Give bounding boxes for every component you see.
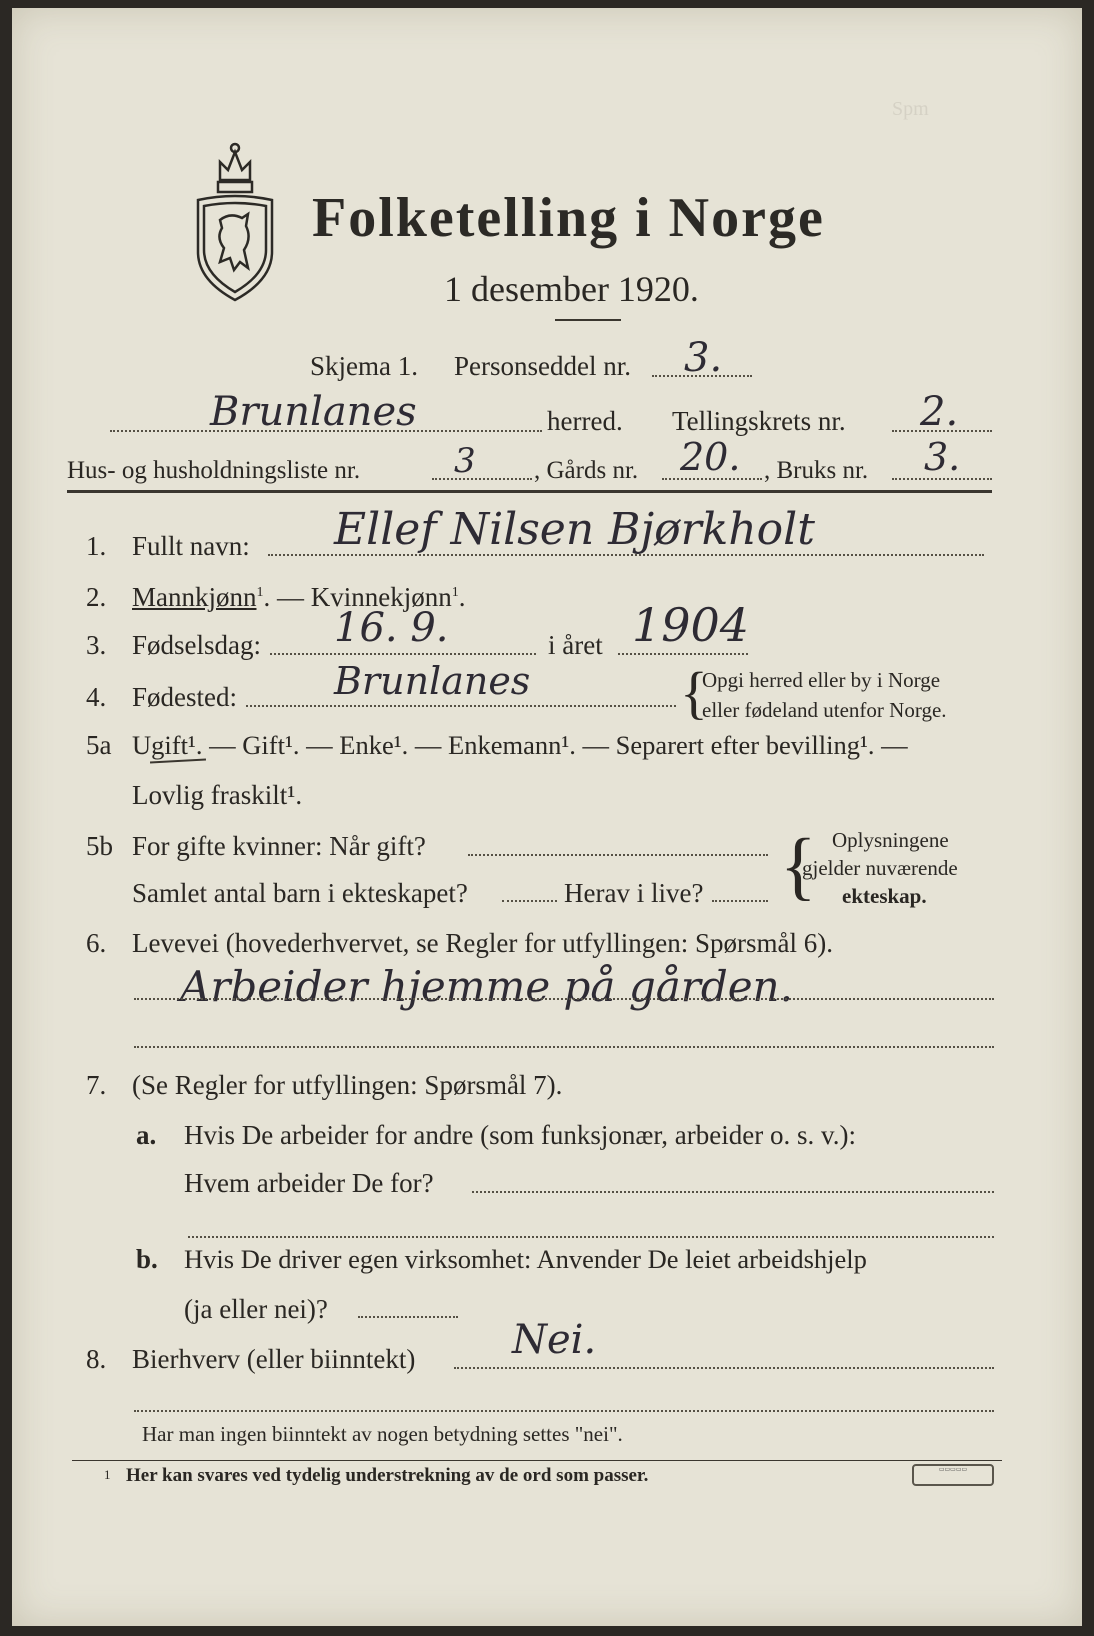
q6-label: Levevei (hovederhvervet, se Regler for utfyllingen: Spørsmål 6). [132,928,834,958]
q6-number: 6. [86,928,107,958]
q5b-alive-dotline [712,900,768,902]
personseddel-label: Personseddel nr. [454,351,631,381]
q4-note-line2: eller fødeland utenfor Norge. [702,698,947,722]
q6-answer-line-2 [134,1046,994,1048]
gender-male-option: Mannkjønn [132,582,257,612]
form-title: Folketelling i Norge [312,187,825,249]
q5b-children-dotline [502,900,557,902]
husliste-dotline [432,478,532,480]
bruks-value: 3. [924,435,961,479]
footnote-mark: 1 [104,1467,111,1482]
q7a-dotline-2 [188,1236,994,1238]
q5b-brace: { [780,824,817,908]
q7b-dotline [358,1316,458,1318]
q7a-line2: Hvem arbeider De for? [184,1168,434,1198]
q8-label: Bierhverv (eller biinntekt) [132,1344,416,1374]
footnote-text: Her kan svares ved tydelig understrekning av de ord som passer. [126,1465,649,1486]
q5a-options-line2: Lovlig fraskilt¹. [132,780,303,810]
q5b-note-line3: ekteskap. [842,884,927,908]
q3-number: 3. [86,630,107,660]
schema-label: Skjema 1. [310,351,418,381]
q5b-married-label: For gifte kvinner: Når gift? [132,831,426,861]
herred-label: herred. [547,406,623,436]
bleed-through-text: Spm [892,98,929,120]
q2-sup-1: 1 [256,585,264,600]
q5b-note-line1: Oplysningene [832,828,949,852]
gender-female-option: Kvinnekjønn [310,582,452,612]
bruks-label: , Bruks nr. [764,457,869,484]
q4-brace: { [680,660,708,725]
q4-dotline [246,705,676,707]
q8-dotline [454,1367,994,1369]
personseddel-value: 3. [684,335,723,381]
q7b-line1: Hvis De driver egen virksomhet: Anvender De leiet arbeidshjelp [184,1244,867,1274]
q5a-options: Ugift¹. — Gift¹. — Enke¹. — Enkemann¹. — Separert efter bevilling¹. — [132,730,908,760]
q7b-line2: (ja eller nei)? [184,1294,328,1324]
q3-label: Fødselsdag: [132,630,262,660]
q6-value: Arbeider hjemme på gården. [180,962,793,1011]
q6-answer-line-1 [134,998,994,1000]
printer-stamp [912,1464,994,1486]
herred-value: Brunlanes [210,389,417,435]
coat-of-arms-icon [190,140,280,310]
q2-sup-2: 1 [451,585,459,600]
q7-label: (Se Regler for utfyllingen: Spørsmål 7). [132,1070,563,1100]
q4-label: Fødested: [132,682,237,712]
q4-number: 4. [86,682,107,712]
q8-value: Nei. [512,1317,597,1363]
footer-note: Har man ingen biinntekt av nogen betydning settes "nei". [142,1422,623,1446]
tellingskrets-value: 2. [920,389,959,435]
q3-year-dotline [618,653,748,655]
q2-end: . [458,582,466,612]
q7a-dotline [472,1191,994,1193]
q3-value: 16. 9. [334,605,449,651]
q1-number: 1. [86,531,107,561]
q3-year-value: 1904 [632,598,750,652]
printer-stamp-mark: ▭▭▭▭▭ [938,1466,968,1473]
husliste-label: Hus- og husholdningsliste nr. [67,457,361,484]
q1-value: Ellef Nilsen Bjørkholt [334,504,815,555]
husliste-value: 3 [454,441,476,481]
q3-year-label: i året [548,630,603,660]
q4-value: Brunlanes [334,659,531,703]
q5b-number: 5b [86,831,113,861]
tellingskrets-label: Tellingskrets nr. [672,406,846,436]
q7a-letter: a. [136,1120,157,1150]
footer-rule [72,1460,1002,1461]
gards-label: , Gårds nr. [534,457,639,484]
census-form [12,8,1082,1626]
q2-number: 2. [86,582,107,612]
q5b-note-line2: gjelder nuværende [802,856,958,880]
q7a-line1: Hvis De arbeider for andre (som funksjonær, arbeider o. s. v.): [184,1120,856,1150]
q4-note-line1: Opgi herred eller by i Norge [702,668,941,692]
q8-number: 8. [86,1344,107,1374]
q8-dotline-2 [134,1410,994,1412]
q1-label: Fullt navn: [132,531,250,561]
title-rule [555,319,621,321]
q7b-letter: b. [136,1244,158,1274]
q2-separator: . — [263,582,311,612]
q5b-alive-label: Herav i live? [564,878,704,908]
gards-value: 20. [680,435,741,479]
q5b-children-label: Samlet antal barn i ekteskapet? [132,878,468,908]
section-divider [67,490,992,493]
q5a-number: 5a [86,730,112,760]
q7-number: 7. [86,1070,107,1100]
q5b-married-dotline [468,854,768,856]
q3-dotline [270,653,536,655]
census-date: 1 desember 1920. [444,269,699,309]
